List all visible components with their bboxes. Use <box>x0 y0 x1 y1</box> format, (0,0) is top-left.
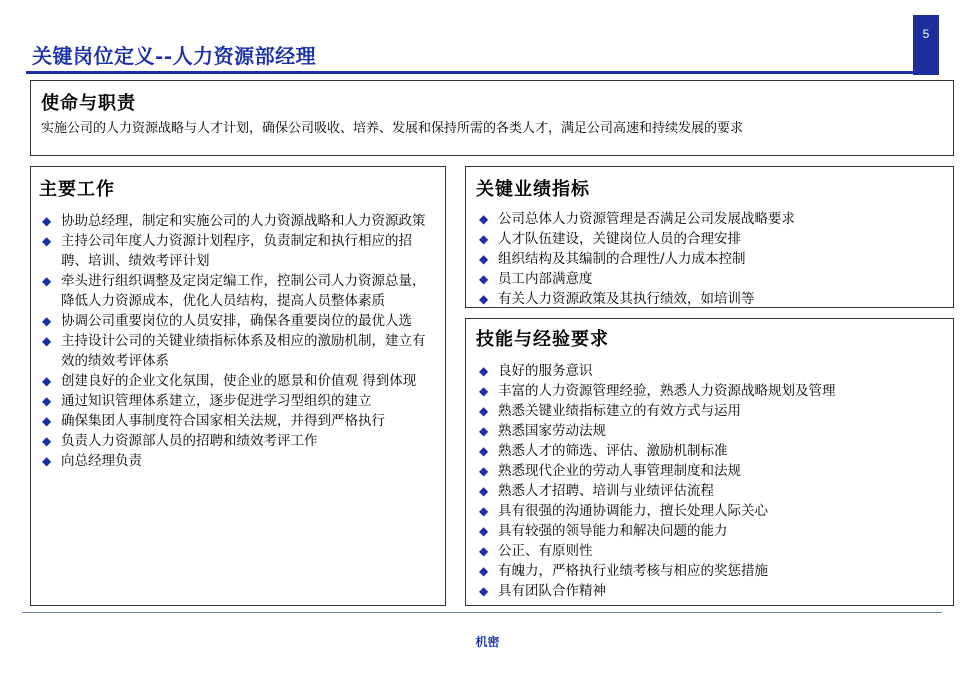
mission-text: 实施公司的人力资源战略与人才计划，确保公司吸收、培养、发展和保持所需的各类人才，满足公司高速和持续发展的要求 <box>41 121 744 136</box>
list-item-text: 公司总体人力资源管理是否满足公司发展战略要求 <box>498 211 795 227</box>
diamond-bullet-icon: ◆ <box>479 292 489 306</box>
diamond-bullet-icon: ◆ <box>42 454 52 468</box>
list-item <box>476 401 943 421</box>
list-item-text: 具有较强的领导能力和解决问题的能力 <box>498 523 728 539</box>
list-item <box>39 331 435 371</box>
title-divider <box>26 71 913 74</box>
diamond-bullet-icon: ◆ <box>479 272 489 286</box>
list-item-text: 熟悉人才的筛选、评估、激励机制标准 <box>498 443 728 459</box>
diamond-bullet-icon: ◆ <box>479 484 489 498</box>
list-item-text: 主持设计公司的关键业绩指标体系及相应的激励机制，建立有效的绩效考评体系 <box>61 333 426 369</box>
list-item-text: 熟悉现代企业的劳动人事管理制度和法规 <box>498 463 741 479</box>
list-item <box>39 271 435 311</box>
kpi-box <box>465 166 954 308</box>
diamond-bullet-icon: ◆ <box>479 384 489 398</box>
list-item <box>39 391 435 411</box>
list-item-text: 熟悉关键业绩指标建立的有效方式与运用 <box>498 403 741 419</box>
footer-divider <box>22 612 942 613</box>
diamond-bullet-icon: ◆ <box>42 434 52 448</box>
list-item <box>476 521 943 541</box>
diamond-bullet-icon: ◆ <box>479 364 489 378</box>
kpi-heading: 关键业绩指标 <box>476 179 590 200</box>
diamond-bullet-icon: ◆ <box>42 334 52 348</box>
skills-list <box>476 361 943 601</box>
diamond-bullet-icon: ◆ <box>479 404 489 418</box>
kpi-list <box>476 209 943 309</box>
diamond-bullet-icon: ◆ <box>479 564 489 578</box>
diamond-bullet-icon: ◆ <box>42 394 52 408</box>
list-item-text: 具有很强的沟通协调能力，擅长处理人际关心 <box>498 503 768 519</box>
diamond-bullet-icon: ◆ <box>479 524 489 538</box>
list-item <box>476 381 943 401</box>
list-item <box>476 481 943 501</box>
diamond-bullet-icon: ◆ <box>42 274 52 288</box>
diamond-bullet-icon: ◆ <box>479 464 489 478</box>
diamond-bullet-icon: ◆ <box>42 214 52 228</box>
list-item-text: 牵头进行组织调整及定岗定编工作，控制公司人力资源总量，降低人力资源成本，优化人员结构，提高人员整体素质 <box>61 273 426 309</box>
diamond-bullet-icon: ◆ <box>479 212 489 226</box>
list-item-text: 通过知识管理体系建立，逐步促进学习型组织的建立 <box>61 393 372 409</box>
list-item-text: 向总经理负责 <box>61 453 142 469</box>
list-item-text: 丰富的人力资源管理经验，熟悉人力资源战略规划及管理 <box>498 383 836 399</box>
list-item-text: 员工内部满意度 <box>498 271 593 287</box>
list-item-text: 协助总经理，制定和实施公司的人力资源战略和人力资源政策 <box>61 213 426 229</box>
list-item-text: 创建良好的企业文化氛围，使企业的愿景和价值观 得到体现 <box>61 373 417 389</box>
diamond-bullet-icon: ◆ <box>42 374 52 388</box>
list-item <box>476 421 943 441</box>
list-item <box>476 249 943 269</box>
list-item-text: 具有团队合作精神 <box>498 583 606 599</box>
mission-box <box>30 80 954 156</box>
page-title: 关键岗位定义--人力资源部经理 <box>32 44 317 68</box>
diamond-bullet-icon: ◆ <box>479 424 489 438</box>
list-item <box>476 361 943 381</box>
list-item-text: 良好的服务意识 <box>498 363 593 379</box>
skills-box <box>465 318 954 606</box>
list-item <box>39 451 435 471</box>
list-item-text: 有关人力资源政策及其执行绩效，如培训等 <box>498 291 755 307</box>
diamond-bullet-icon: ◆ <box>479 444 489 458</box>
page-number: 5 <box>913 15 939 75</box>
main-work-box <box>30 166 446 606</box>
diamond-bullet-icon: ◆ <box>42 314 52 328</box>
list-item <box>476 581 943 601</box>
list-item <box>476 441 943 461</box>
main-work-heading: 主要工作 <box>39 179 115 200</box>
diamond-bullet-icon: ◆ <box>479 584 489 598</box>
list-item <box>476 501 943 521</box>
main-work-list <box>39 211 435 471</box>
list-item-text: 熟悉人才招聘、培训与业绩评估流程 <box>498 483 714 499</box>
list-item <box>476 209 943 229</box>
list-item-text: 公正、有原则性 <box>498 543 593 559</box>
list-item-text: 负责人力资源部人员的招聘和绩效考评工作 <box>61 433 318 449</box>
confidential-label: 机密 <box>475 635 500 649</box>
list-item <box>476 461 943 481</box>
list-item <box>476 561 943 581</box>
diamond-bullet-icon: ◆ <box>42 234 52 248</box>
list-item <box>39 311 435 331</box>
list-item <box>476 289 943 309</box>
list-item <box>39 211 435 231</box>
mission-heading: 使命与职责 <box>41 93 136 114</box>
list-item-text: 有魄力，严格执行业绩考核与相应的奖惩措施 <box>498 563 768 579</box>
list-item-text: 熟悉国家劳动法规 <box>498 423 606 439</box>
list-item-text: 人才队伍建设，关键岗位人员的合理安排 <box>498 231 741 247</box>
list-item-text: 组织结构及其编制的合理性/人力成本控制 <box>498 251 746 267</box>
list-item-text: 确保集团人事制度符合国家相关法规，并得到严格执行 <box>61 413 385 429</box>
list-item <box>39 411 435 431</box>
diamond-bullet-icon: ◆ <box>479 504 489 518</box>
list-item <box>476 541 943 561</box>
skills-heading: 技能与经验要求 <box>476 329 609 350</box>
list-item-text: 协调公司重要岗位的人员安排，确保各重要岗位的最优人选 <box>61 313 412 329</box>
diamond-bullet-icon: ◆ <box>479 252 489 266</box>
list-item <box>39 231 435 271</box>
list-item <box>39 371 435 391</box>
list-item-text: 主持公司年度人力资源计划程序，负责制定和执行相应的招聘、培训、绩效考评计划 <box>61 233 412 269</box>
list-item <box>476 269 943 289</box>
list-item <box>39 431 435 451</box>
diamond-bullet-icon: ◆ <box>42 414 52 428</box>
diamond-bullet-icon: ◆ <box>479 544 489 558</box>
list-item <box>476 229 943 249</box>
diamond-bullet-icon: ◆ <box>479 232 489 246</box>
